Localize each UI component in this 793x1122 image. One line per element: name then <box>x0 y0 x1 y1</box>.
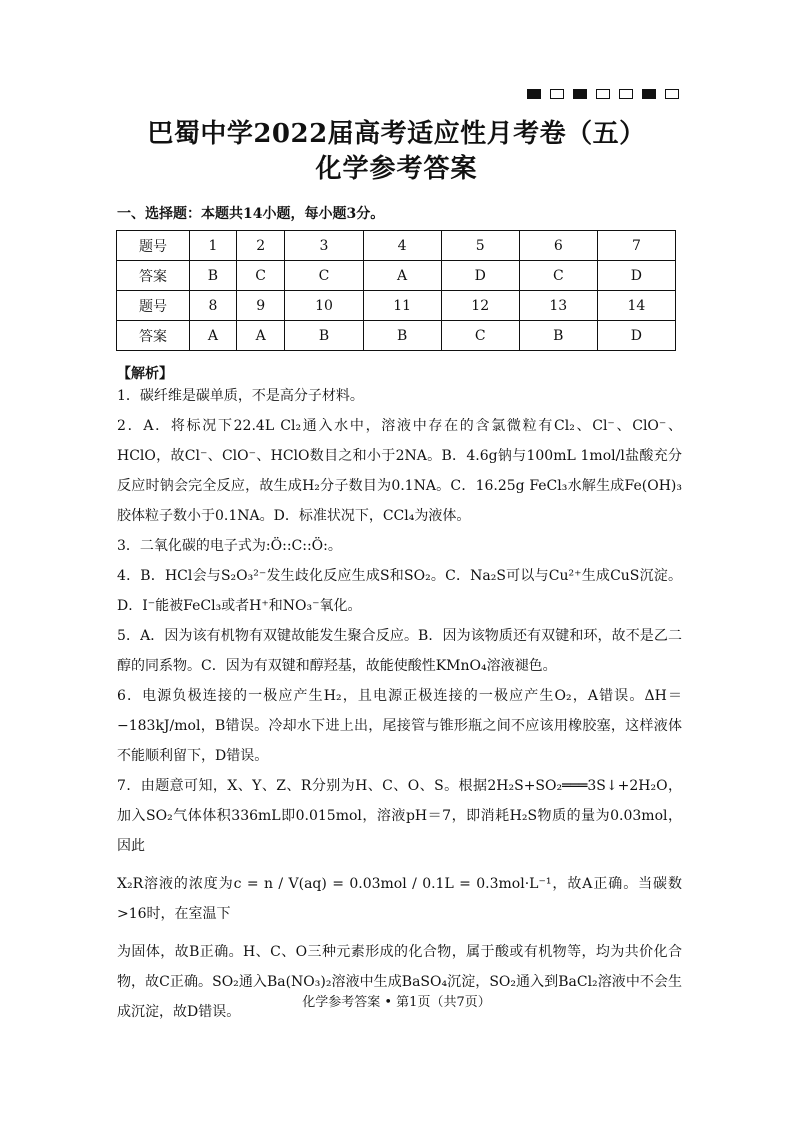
table-cell: 10 <box>285 291 363 321</box>
table-cell: 13 <box>519 291 597 321</box>
explanation-item-4 <box>117 561 682 621</box>
table-cell: 5 <box>441 231 519 261</box>
table-cell: C <box>285 261 363 291</box>
table-cell: 1 <box>190 231 237 261</box>
table-cell: 14 <box>597 291 675 321</box>
row-header: 答案 <box>117 261 190 291</box>
table-cell: D <box>597 261 675 291</box>
table-cell: 6 <box>519 231 597 261</box>
explanation-text: 4．B．HCl会与S₂O₃²⁻发生歧化反应生成S和SO₂。C．Na₂S可以与Cu²⁺生成CuS沉淀。D．I⁻能被FeCl₃或者H⁺和NO₃⁻氧化。 <box>117 568 682 614</box>
explanation-text: 7．由题意可知，X、Y、Z、R分别为H、C、O、S。根据2H₂S+SO₂═══3S↓+2H₂O，加入SO₂气体体积336mL即0.015mol，溶液pH＝7，即消耗H₂S物质的量为0.03mol，因此 <box>117 778 682 854</box>
table-cell: D <box>441 261 519 291</box>
table-cell: 11 <box>363 291 441 321</box>
row-header: 题号 <box>117 231 190 261</box>
answer-table <box>116 230 676 351</box>
row-header: 题号 <box>117 291 190 321</box>
explanation-text: 为固体，故B正确。H、C、O三种元素形成的化合物，属于酸或有机物等，均为共价化合物，故C正确。SO₂通入Ba(NO₃)₂溶液中生成BaSO₄沉淀，SO₂通入到BaCl₂溶液中不会生成沉淀，故D错误。 <box>117 944 682 1020</box>
square-mark <box>642 89 656 99</box>
square-mark <box>619 89 633 99</box>
document-subtitle: 化学参考答案 <box>315 154 478 184</box>
table-cell: A <box>363 261 441 291</box>
row-header: 答案 <box>117 321 190 351</box>
table-cell: 7 <box>597 231 675 261</box>
table-row <box>117 231 676 261</box>
square-mark <box>596 89 610 99</box>
table-cell: B <box>363 321 441 351</box>
table-cell: A <box>190 321 237 351</box>
table-cell: D <box>597 321 675 351</box>
explanation-text: 5．A．因为该有机物有双键故能发生聚合反应。B．因为该物质还有双键和环，故不是乙二醇的同系物。C．因为有双键和醇羟基，故能使酸性KMnO₄溶液褪色。 <box>117 628 682 674</box>
explanation-text: 1．碳纤维是碳单质，不是高分子材料。 <box>117 388 364 404</box>
table-row <box>117 291 676 321</box>
explanation-item-2 <box>117 411 682 531</box>
table-cell: 8 <box>190 291 237 321</box>
explanation-item-7 <box>117 771 682 1027</box>
square-mark <box>573 89 587 99</box>
table-cell: A <box>236 321 285 351</box>
explanation-text: 2．A．将标况下22.4L Cl₂通入水中，溶液中存在的含氯微粒有Cl₂、Cl⁻、ClO⁻、HClO，故Cl⁻、ClO⁻、HClO数目之和小于2NA。B．4.6g钠与100mL 1mol/l盐酸充分反应时钠会完全反应，故生成H₂分子数目为0.1NA。C．16.25g FeCl₃水解生成Fe(OH)₃胶体粒子数小于0.1NA。D．标准状况下，CCl₄为液体。 <box>117 418 682 524</box>
table-cell: B <box>285 321 363 351</box>
table-row <box>117 261 676 291</box>
table-cell: 4 <box>363 231 441 261</box>
explanation-item-5 <box>117 621 682 681</box>
explanation-text: 6．电源负极连接的一极应产生H₂，且电源正极连接的一极应产生O₂，A错误。ΔH＝−183kJ/mol，B错误。冷却水下进上出，尾接管与锥形瓶之间不应该用橡胶塞，这样液体不能顺利留下，D错误。 <box>117 688 682 764</box>
document-title: 巴蜀中学2022届高考适应性月考卷（五） <box>147 119 646 149</box>
table-row <box>117 321 676 351</box>
table-cell: 2 <box>236 231 285 261</box>
table-cell: C <box>236 261 285 291</box>
analysis-label: 【解析】 <box>117 366 173 382</box>
page-footer: 化学参考答案 • 第1页（共7页） <box>302 995 491 1010</box>
table-cell: B <box>190 261 237 291</box>
table-cell: C <box>441 321 519 351</box>
explanation-item-6 <box>117 681 682 771</box>
explanation-text: 3．二氧化碳的电子式为:Ö::C::Ö:。 <box>117 538 342 554</box>
table-cell: C <box>519 261 597 291</box>
header-code-squares <box>527 89 679 99</box>
table-cell: 9 <box>236 291 285 321</box>
explanation-item-3 <box>117 531 682 561</box>
table-cell: 3 <box>285 231 363 261</box>
square-mark <box>550 89 564 99</box>
table-cell: B <box>519 321 597 351</box>
table-cell: 12 <box>441 291 519 321</box>
section-heading: 一、选择题：本题共14小题，每小题3分。 <box>117 206 385 222</box>
explanation-item-1 <box>117 381 682 411</box>
square-mark <box>527 89 541 99</box>
square-mark <box>665 89 679 99</box>
explanation-text: X₂R溶液的浓度为c = n / V(aq) = 0.03mol / 0.1L = 0.3mol·L⁻¹，故A正确。当碳数>16时，在室温下 <box>117 876 682 922</box>
